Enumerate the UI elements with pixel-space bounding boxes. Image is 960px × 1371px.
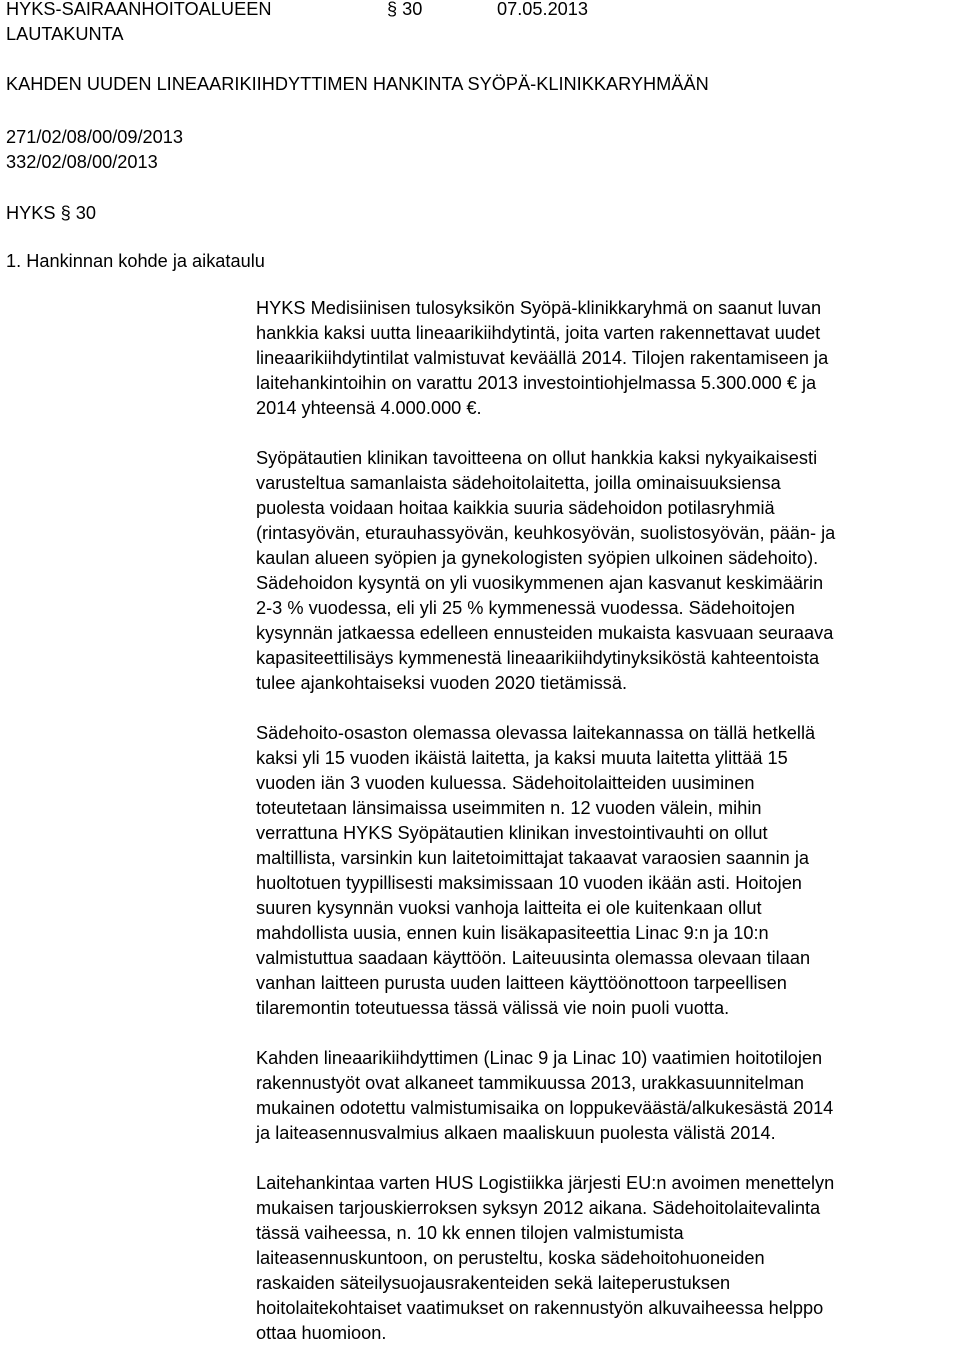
- text-line: mahdollista uusia, ennen kuin lisäkapasiteettia Linac 9:n ja 10:n: [256, 923, 769, 943]
- reference-numbers: [6, 125, 183, 175]
- text-line: vanhan laitteen purusta uuden laitteen käyttöönottoon tarpeellisen: [256, 973, 787, 993]
- paragraph-1: [256, 296, 956, 421]
- text-line: varusteltua samanlaista sädehoitolaitetta, joilla ominaisuuksiensa: [256, 473, 781, 493]
- text-line: kapasiteettilisäys kymmenestä lineaarikiihdytinyksiköstä kahteentoista: [256, 648, 820, 668]
- paragraph-5: [256, 1171, 956, 1346]
- text-line: Kahden lineaarikiihdyttimen (Linac 9 ja Linac 10) vaatimien hoitotilojen: [256, 1048, 823, 1068]
- text-line: suuren kysynnän vuoksi vanhoja laitteita ei ole kuitenkaan ollut: [256, 898, 762, 918]
- text-line: kaulan alueen syöpien ja gynekologisten syöpien ulkoinen sädehoito).: [256, 548, 819, 568]
- organization-line-1: HYKS-SAIRAANHOITOALUEEN: [6, 0, 272, 19]
- header-paragraph-number: § 30: [387, 0, 423, 19]
- text-line: verrattuna HYKS Syöpätautien klinikan investointivauhti on ollut: [256, 823, 768, 843]
- document-header: [6, 0, 906, 49]
- text-line: huoltotuen tyypillisesti maksimissaan 10 vuoden ikään asti. Hoitojen: [256, 873, 802, 893]
- text-line: rakennustyöt ovat alkaneet tammikuussa 2013, urakkasuunnitelman: [256, 1073, 804, 1093]
- text-line: raskaiden säteilysuojausrakenteiden sekä laiteperustuksen: [256, 1273, 731, 1293]
- text-line: kaksi yli 15 vuoden ikäistä laitetta, ja kaksi muuta laitetta ylittää 15: [256, 748, 788, 768]
- document-title: KAHDEN UUDEN LINEAARIKIIHDYTTIMEN HANKINTA SYÖPÄ-KLINIKKARYHMÄÄN: [6, 74, 709, 94]
- section-heading: 1. Hankinnan kohde ja aikataulu: [6, 251, 265, 271]
- text-line: maltillista, varsinkin kun laitetoimittajat takaavat varaosien saannin ja: [256, 848, 809, 868]
- header-date: 07.05.2013: [497, 0, 589, 19]
- reference-number: 271/02/08/00/09/2013: [6, 127, 183, 147]
- text-line: kysynnän jatkaessa edelleen ennusteiden mukaista kasvuaan seuraava: [256, 623, 834, 643]
- text-line: HYKS Medisiinisen tulosyksikön Syöpä-klinikkaryhmä on saanut luvan: [256, 298, 822, 318]
- paragraph-3: [256, 721, 956, 1021]
- text-line: Sädehoidon kysyntä on yli vuosikymmenen ajan kasvanut keskimäärin: [256, 573, 824, 593]
- text-line: 2-3 % vuodessa, eli yli 25 % kymmenessä vuodessa. Sädehoitojen: [256, 598, 795, 618]
- text-line: toteutetaan länsimaissa useimmiten n. 12 vuoden välein, mihin: [256, 798, 762, 818]
- text-line: tulee ajankohtaiseksi vuoden 2020 tietämissä.: [256, 673, 628, 693]
- text-line: hankkia kaksi uutta lineaarikiihdytintä, joita varten rakennettavat uudet: [256, 323, 821, 343]
- organization-name: [6, 0, 386, 47]
- text-line: lineaarikiihdytintilat valmistuvat keväällä 2014. Tilojen rakentamiseen ja: [256, 348, 829, 368]
- text-line: puolesta voidaan hoitaa kaikkia suuria sädehoidon potilasryhmiä: [256, 498, 775, 518]
- text-line: hoitolaitekohtaiset vaatimukset on rakennustyön alkuvaiheessa helppo: [256, 1298, 824, 1318]
- text-line: Sädehoito-osaston olemassa olevassa laitekannassa on tällä hetkellä: [256, 723, 816, 743]
- text-line: valmistuttua saadaan käyttöön. Laiteuusinta olemassa olevaan tilaan: [256, 948, 811, 968]
- text-line: Laitehankintaa varten HUS Logistiikka järjesti EU:n avoimen menettelyn: [256, 1173, 835, 1193]
- text-line: laiteasennuskuntoon, on perusteltu, koska sädehoitohuoneiden: [256, 1248, 765, 1268]
- text-line: ja laiteasennusvalmius alkaen maaliskuun puolesta välistä 2014.: [256, 1123, 776, 1143]
- paragraph-4: [256, 1046, 956, 1146]
- text-line: 2014 yhteensä 4.000.000 €.: [256, 398, 482, 418]
- body-text: [256, 296, 956, 1371]
- hyks-paragraph-reference: HYKS § 30: [6, 203, 96, 223]
- text-line: tilaremontin toteutuessa tässä välissä vie noin puoli vuotta.: [256, 998, 730, 1018]
- text-line: laitehankintoihin on varattu 2013 investointiohjelmassa 5.300.000 € ja: [256, 373, 817, 393]
- text-line: (rintasyövän, eturauhassyövän, keuhkosyövän, suolistosyövän, pään- ja: [256, 523, 836, 543]
- reference-number: 332/02/08/00/2013: [6, 152, 158, 172]
- organization-line-2: LAUTAKUNTA: [6, 24, 124, 44]
- text-line: Syöpätautien klinikan tavoitteena on ollut hankkia kaksi nykyaikaisesti: [256, 448, 818, 468]
- paragraph-2: [256, 446, 956, 696]
- text-line: vuoden iän 3 vuoden kuluessa. Sädehoitolaitteiden uusiminen: [256, 773, 755, 793]
- text-line: mukainen odotettu valmistumisaika on loppukeväästä/alkukesästä 2014: [256, 1098, 834, 1118]
- text-line: ottaa huomioon.: [256, 1323, 387, 1343]
- text-line: mukaisen tarjouskierroksen syksyn 2012 aikana. Sädehoitolaitevalinta: [256, 1198, 821, 1218]
- text-line: tässä vaiheessa, n. 10 kk ennen tilojen valmistumista: [256, 1223, 684, 1243]
